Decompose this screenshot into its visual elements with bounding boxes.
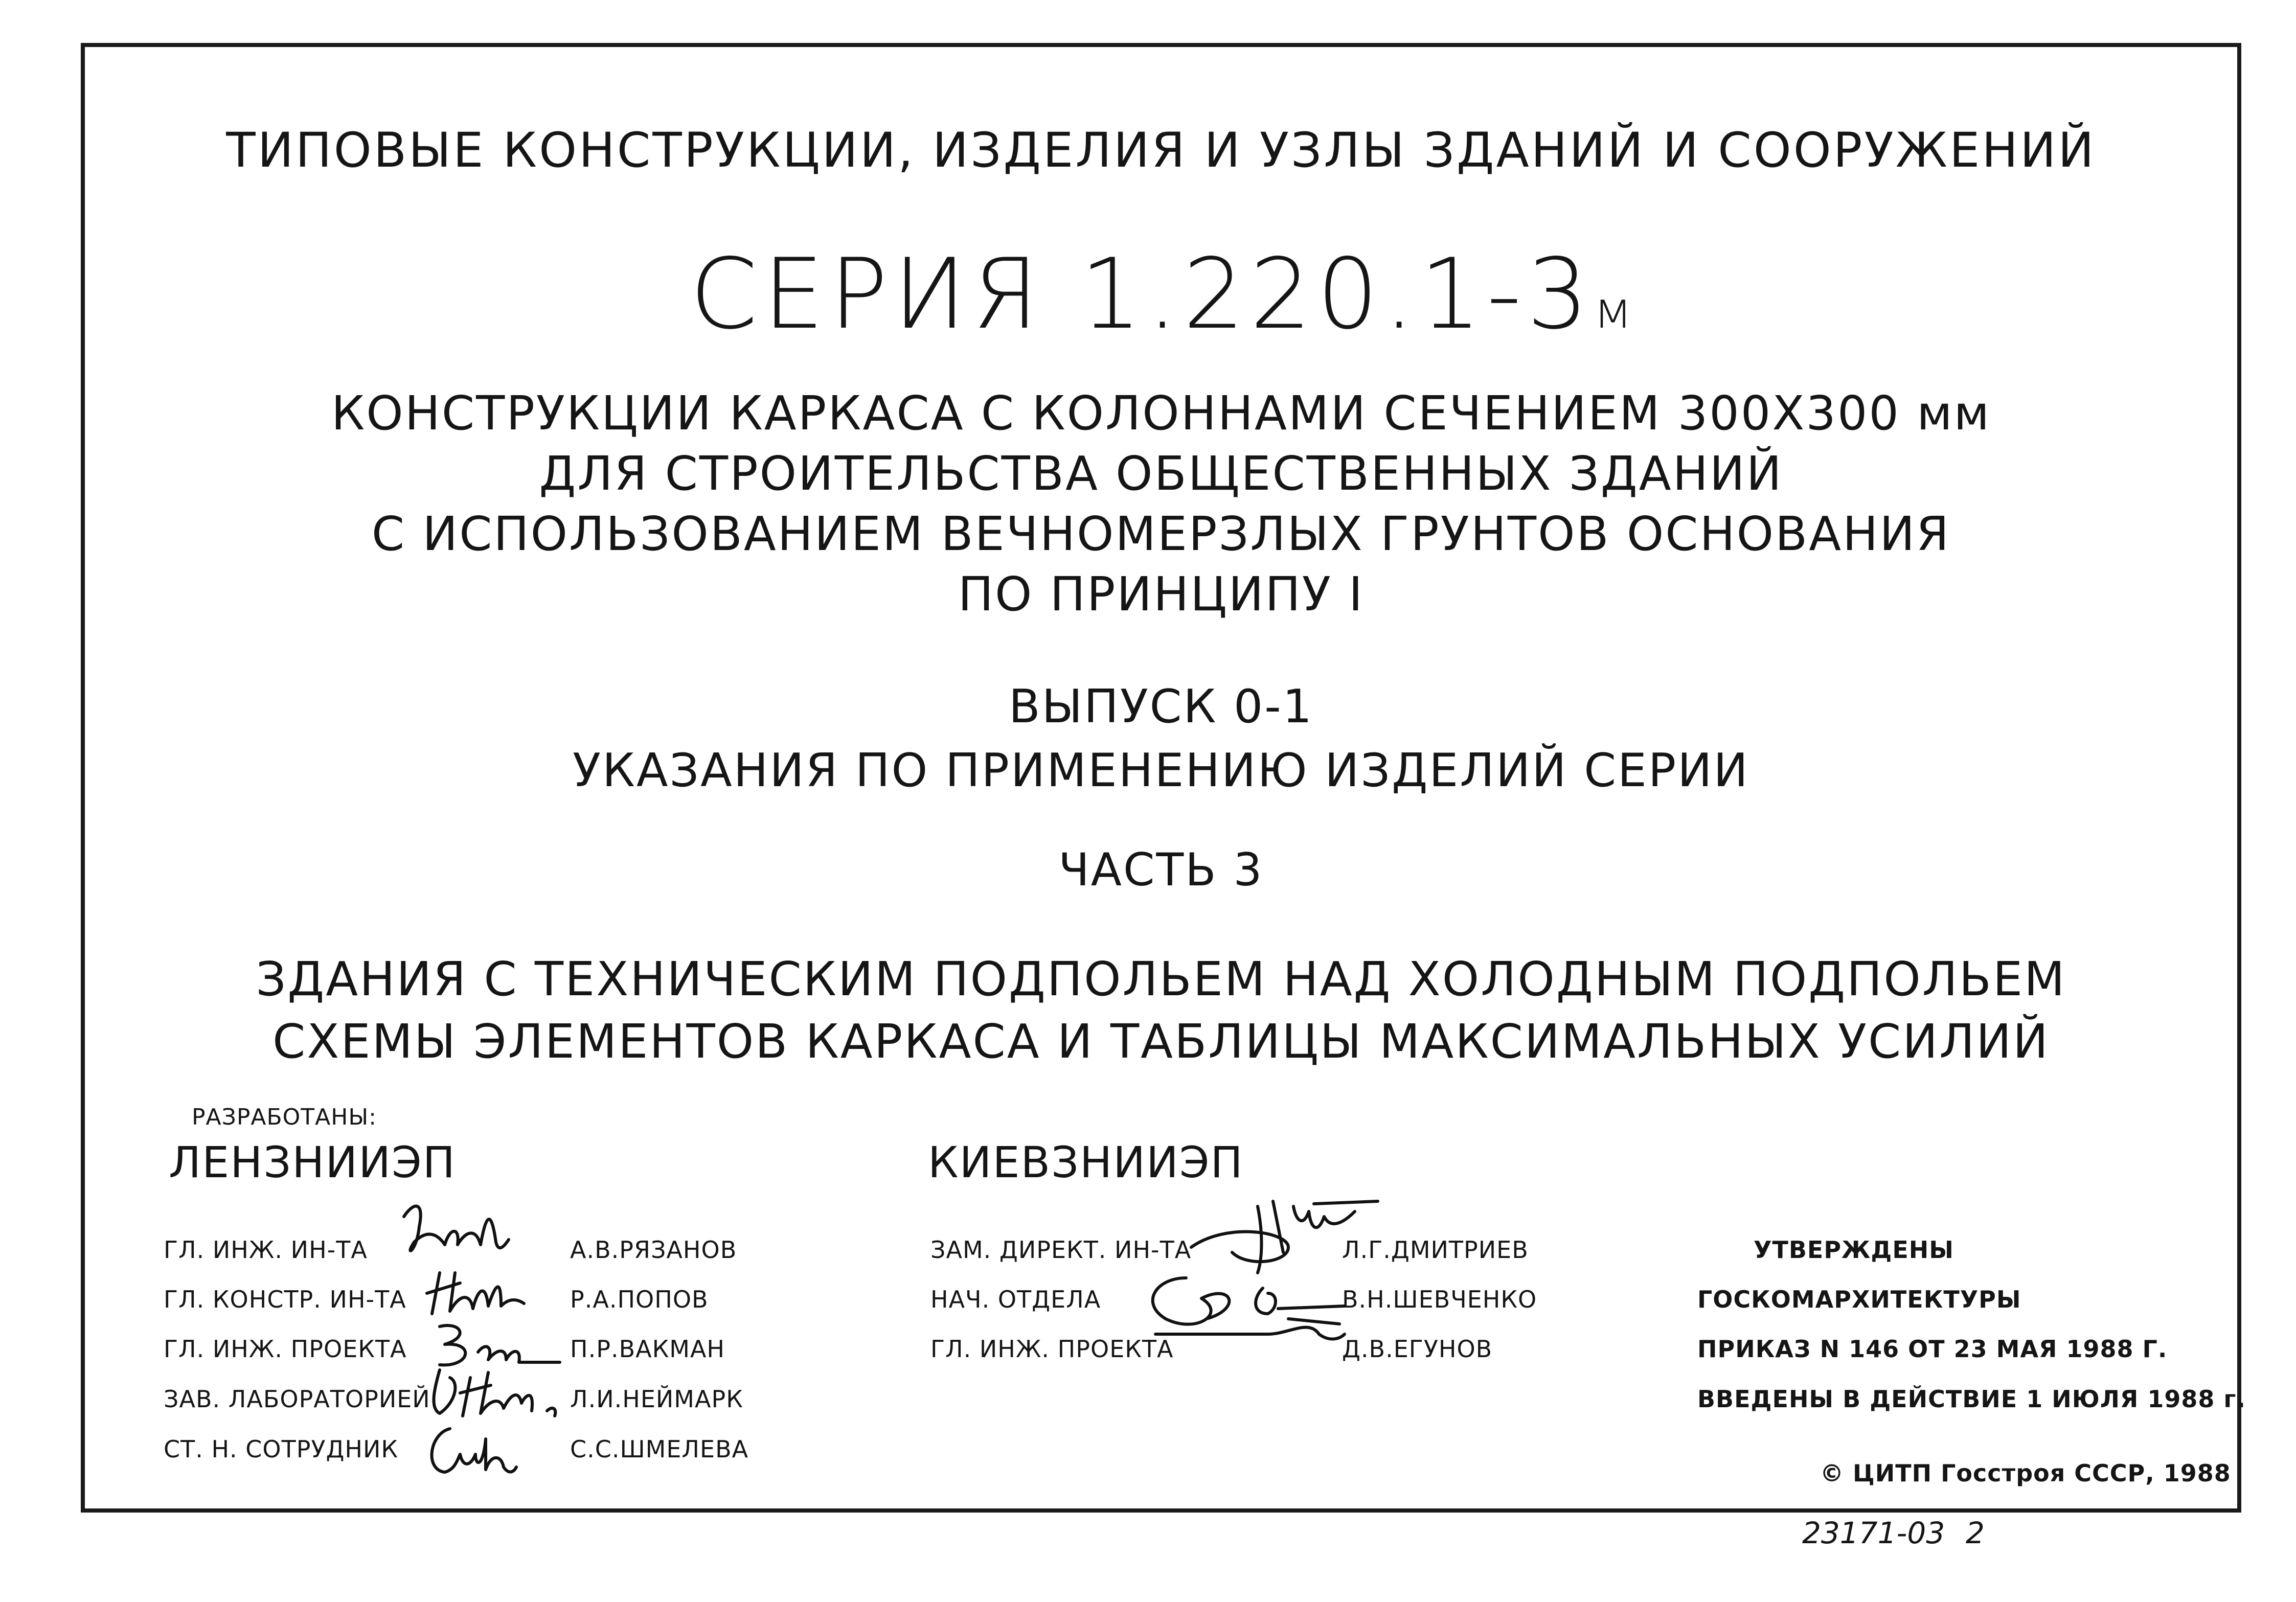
org-left-person: С.С.ШМЕЛЕВА bbox=[570, 1435, 749, 1463]
issue-number: ВЫПУСК 0-1 bbox=[1008, 680, 1313, 734]
series-suffix: м bbox=[1594, 280, 1632, 340]
signature-ryazanov bbox=[394, 1196, 511, 1268]
org-left-role: ЗАВ. ЛАБОРАТОРИЕЙ bbox=[164, 1385, 430, 1413]
org-left-role: ГЛ. ИНЖ. ИН-ТА bbox=[164, 1236, 368, 1264]
approval-order: ПРИКАЗ N 146 ОТ 23 МАЯ 1988 Г. bbox=[1697, 1335, 2168, 1363]
approval-line: УТВЕРЖДЕНЫ bbox=[1754, 1236, 1954, 1264]
main-title-line: ПО ПРИНЦИПУ I bbox=[958, 567, 1365, 622]
signature-neymark bbox=[424, 1362, 567, 1424]
org-right-person: Д.В.ЕГУНОВ bbox=[1342, 1335, 1493, 1363]
main-title-line: С ИСПОЛЬЗОВАНИЕМ ВЕЧНОМЕРЗЛЫХ ГРУНТОВ ОСНОВАНИЯ bbox=[371, 507, 1951, 561]
org-left-person: П.Р.ВАКМАН bbox=[570, 1335, 725, 1363]
org-right-role: ГЛ. ИНЖ. ПРОЕКТА bbox=[930, 1335, 1174, 1363]
series-label: СЕРИЯ 1.220.1-3 bbox=[690, 238, 1594, 351]
signature-shmeleva bbox=[419, 1418, 521, 1480]
document-number: 23171-03 bbox=[1802, 1516, 1945, 1550]
part-title bbox=[81, 948, 2241, 1073]
header-line: ТИПОВЫЕ КОНСТРУКЦИИ, ИЗДЕЛИЯ И УЗЛЫ ЗДАНИЙ И СООРУЖЕНИЙ bbox=[226, 123, 2096, 178]
org-right-name: КИЕВЗНИИЭП bbox=[928, 1137, 1244, 1187]
approval-line: ГОСКОМАРХИТЕКТУРЫ bbox=[1697, 1286, 2021, 1313]
org-left-name: ЛЕНЗНИИЭП bbox=[169, 1137, 456, 1187]
org-right-role: ЗАМ. ДИРЕКТ. ИН-ТА bbox=[930, 1236, 1192, 1264]
page-number: 2 bbox=[1966, 1516, 1985, 1550]
org-left-person: А.В.РЯЗАНОВ bbox=[570, 1236, 737, 1264]
main-title-line: КОНСТРУКЦИИ КАРКАСА С КОЛОННАМИ СЕЧЕНИЕМ 300Х300 мм bbox=[331, 386, 1991, 441]
series-title bbox=[81, 238, 2241, 351]
developed-label: РАЗРАБОТАНЫ: bbox=[192, 1104, 377, 1130]
org-left-role: СТ. Н. СОТРУДНИК bbox=[164, 1435, 399, 1463]
part-title-line: СХЕМЫ ЭЛЕМЕНТОВ КАРКАСА И ТАБЛИЦЫ МАКСИМАЛЬНЫХ УСИЛИЙ bbox=[272, 1014, 2050, 1069]
org-right-role: НАЧ. ОТДЕЛА bbox=[930, 1286, 1101, 1313]
main-title bbox=[81, 383, 2241, 625]
org-left-role: ГЛ. КОНСТР. ИН-ТА bbox=[164, 1286, 406, 1313]
signature-shevchenko bbox=[1125, 1257, 1350, 1344]
org-left-role: ГЛ. ИНЖ. ПРОЕКТА bbox=[164, 1335, 407, 1363]
issue-subtitle: УКАЗАНИЯ ПО ПРИМЕНЕНИЮ ИЗДЕЛИЙ СЕРИИ bbox=[573, 744, 1749, 797]
part-title-line: ЗДАНИЯ С ТЕХНИЧЕСКИМ ПОДПОЛЬЕМ НАД ХОЛОДНЫМ ПОДПОЛЬЕМ bbox=[256, 952, 2066, 1006]
approval-effective-date: ВВЕДЕНЫ В ДЕЙСТВИЕ 1 ИЮЛЯ 1988 г. bbox=[1697, 1385, 2246, 1413]
signature-popov bbox=[424, 1263, 537, 1319]
org-left-person: Л.И.НЕЙМАРК bbox=[570, 1385, 743, 1413]
org-left-person: Р.А.ПОПОВ bbox=[570, 1286, 709, 1313]
main-title-line: ДЛЯ СТРОИТЕЛЬСТВА ОБЩЕСТВЕННЫХ ЗДАНИЙ bbox=[539, 446, 1783, 501]
org-right-person: Л.Г.ДМИТРИЕВ bbox=[1342, 1236, 1529, 1264]
part-number: ЧАСТЬ 3 bbox=[1058, 843, 1264, 896]
org-right-person: В.Н.ШЕВЧЕНКО bbox=[1342, 1286, 1537, 1313]
copyright: © ЦИТП Госстроя СССР, 1988 bbox=[1820, 1459, 2231, 1487]
